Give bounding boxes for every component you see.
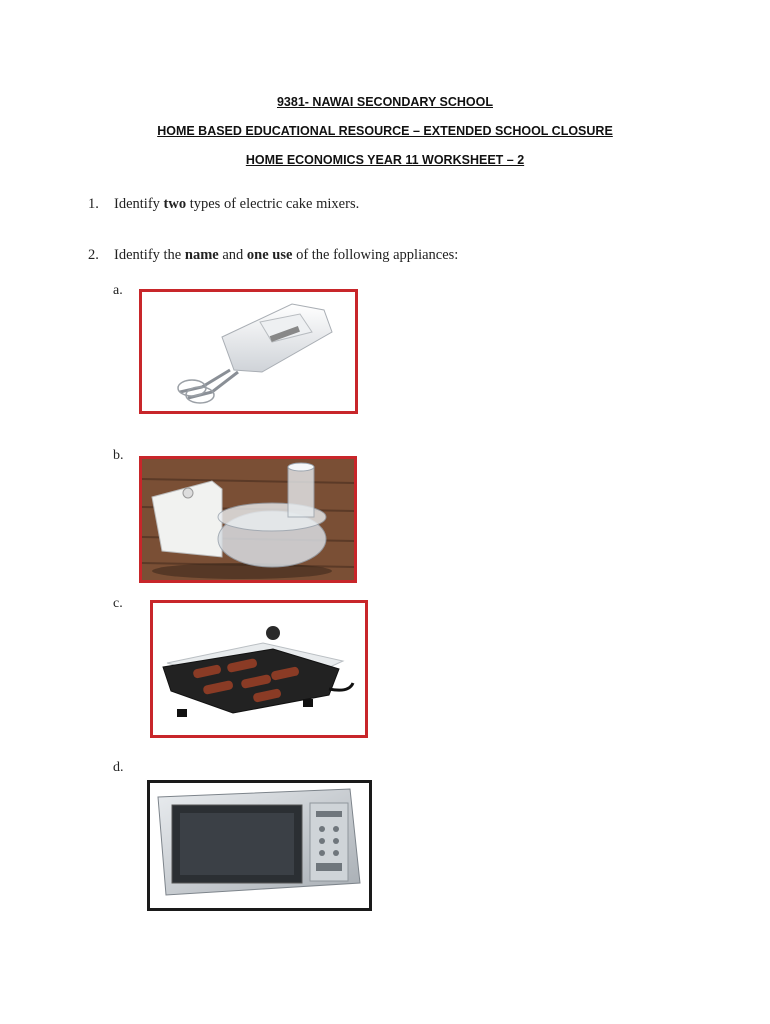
question-1-number: 1. — [88, 196, 99, 212]
question-1: 1. Identify two types of electric cake mixers. — [88, 196, 360, 212]
hand-mixer-photo — [139, 289, 358, 414]
microwave-oven-photo — [147, 780, 372, 911]
question-2: 2. Identify the name and one use of the following appliances: — [88, 247, 459, 263]
food-processor-photo — [139, 456, 357, 583]
item-c-letter: c. — [113, 596, 123, 611]
worksheet-title: HOME ECONOMICS YEAR 11 WORKSHEET – 2 — [245, 153, 525, 167]
resource-title: HOME BASED EDUCATIONAL RESOURCE – EXTENDED SCHOOL CLOSURE — [157, 124, 613, 138]
school-name: 9381- NAWAI SECONDARY SCHOOL — [276, 95, 493, 109]
item-d-letter: d. — [113, 760, 124, 775]
electric-skillet-photo — [150, 600, 368, 738]
item-b-letter: b. — [113, 448, 124, 463]
item-a-letter: a. — [113, 283, 123, 298]
question-2-number: 2. — [88, 247, 99, 263]
